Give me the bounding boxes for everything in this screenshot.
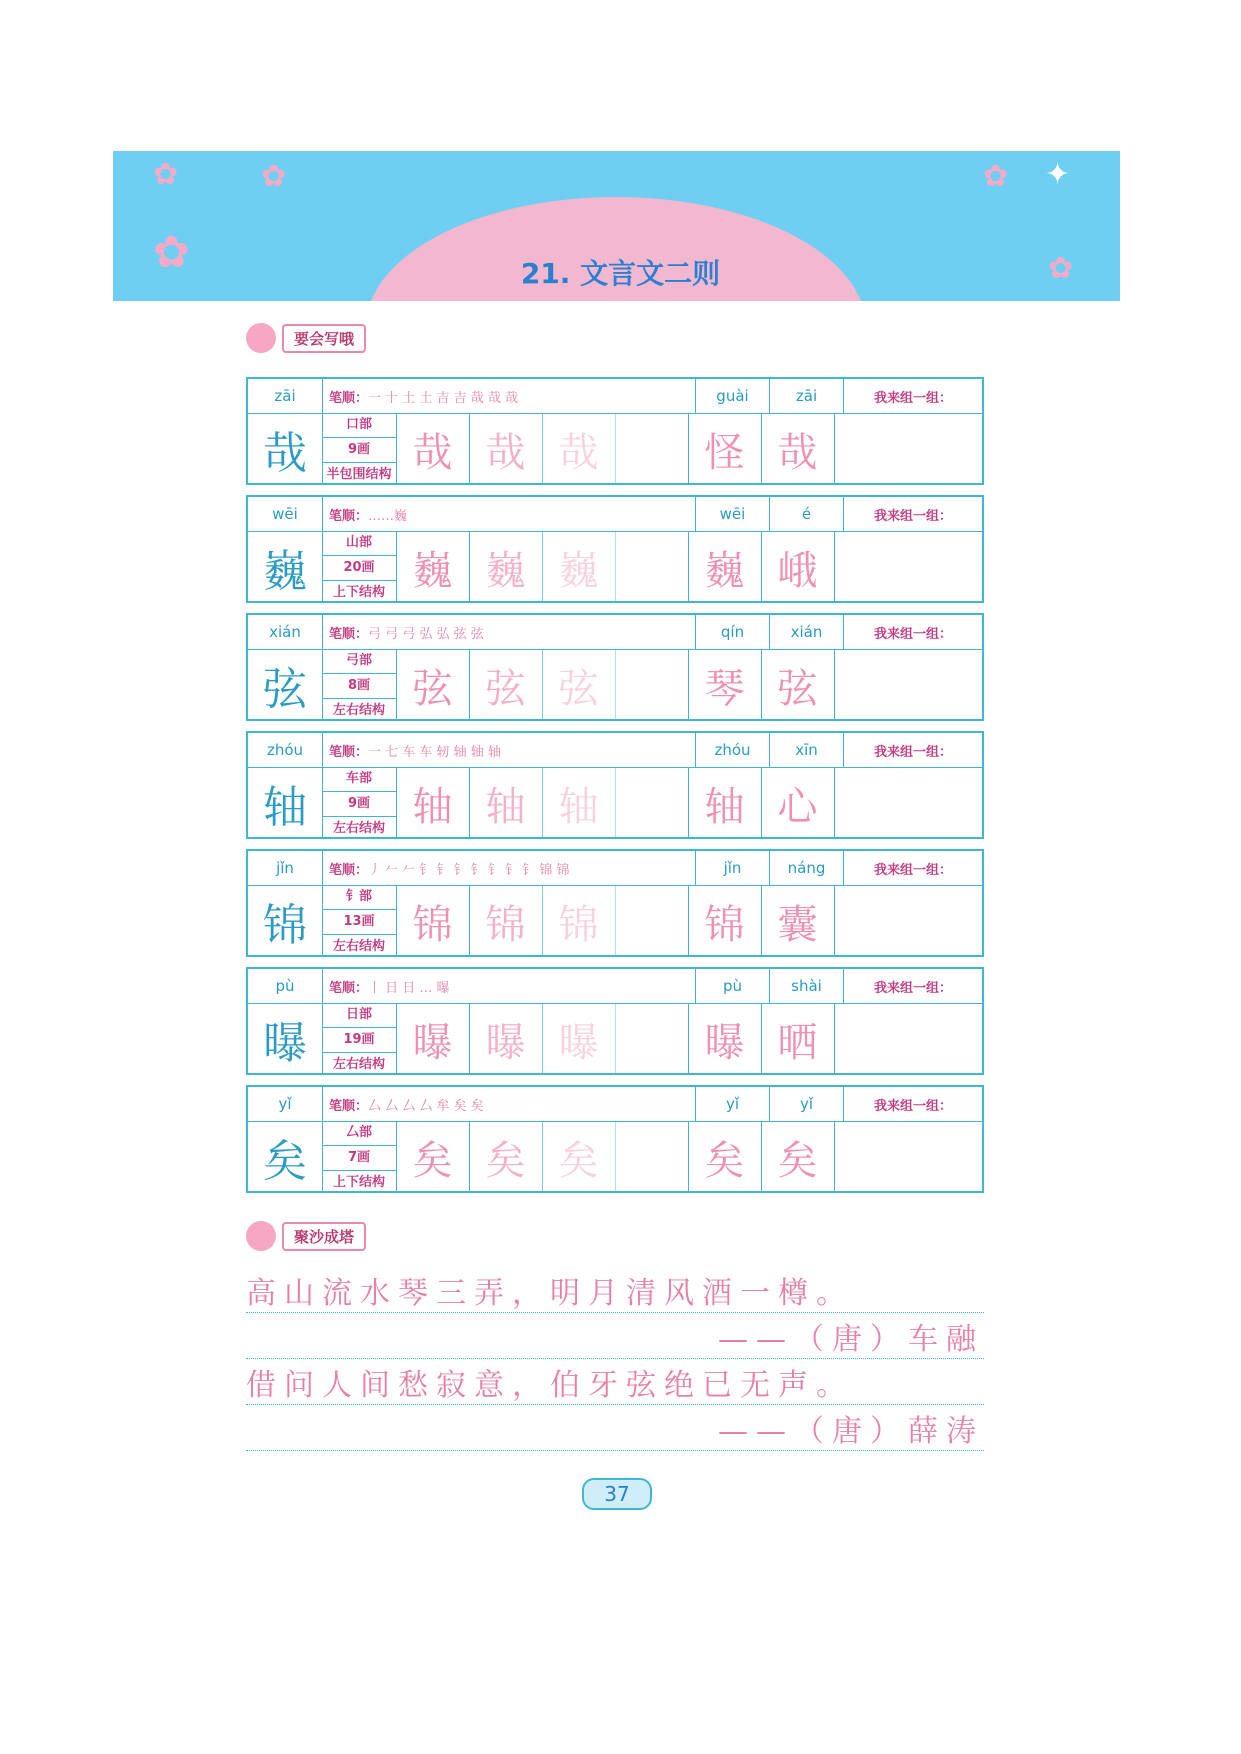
stroke-label: 笔顺： xyxy=(329,508,369,524)
pinyin: zāi xyxy=(248,379,323,413)
pinyin: pù xyxy=(248,969,323,1003)
group-label: 我来组一组： xyxy=(873,1098,952,1114)
stroke-label: 笔顺： xyxy=(329,1098,369,1114)
word-char: 怪 xyxy=(688,413,762,485)
section-header-poem: 聚沙成塔 xyxy=(246,1223,366,1249)
char-row xyxy=(246,731,984,839)
word-pinyin: guài xyxy=(696,379,770,413)
blank-cell xyxy=(615,767,689,839)
stroke-label: 笔顺： xyxy=(329,626,369,642)
char-row xyxy=(246,849,984,957)
pinyin: xián xyxy=(248,615,323,649)
sparkle-icon: ✦ xyxy=(1045,157,1071,192)
target-char: 哉 xyxy=(248,413,323,485)
target-char: 曝 xyxy=(248,1003,323,1075)
flower-icon: ✿ xyxy=(261,159,287,194)
word-char: 琴 xyxy=(688,649,762,721)
char-row xyxy=(246,377,984,485)
word-char: 哉 xyxy=(761,413,835,485)
word-pinyin: xīn xyxy=(770,733,844,767)
word-char: 矣 xyxy=(688,1121,762,1193)
stroke-order: 一 七 车 车 轫 轴 轴 轴 xyxy=(368,744,501,760)
stroke-order: 弓 弓 弓 弘 弘 弦 弦 xyxy=(368,626,484,642)
trace-char: 弦 xyxy=(542,649,616,721)
word-pinyin: yǐ xyxy=(696,1087,770,1121)
word-char: 轴 xyxy=(688,767,762,839)
word-char: 巍 xyxy=(688,531,762,603)
trace-char: 曝 xyxy=(469,1003,543,1075)
trace-char: 锦 xyxy=(542,885,616,957)
word-char: 峨 xyxy=(761,531,835,603)
word-pinyin: qín xyxy=(696,615,770,649)
char-info: 钅部 13画 左右结构 xyxy=(322,885,397,957)
trace-char: 矣 xyxy=(396,1121,470,1193)
stroke-order: ……巍 xyxy=(368,508,408,524)
trace-char: 锦 xyxy=(396,885,470,957)
char-row xyxy=(246,495,984,603)
trace-char: 哉 xyxy=(396,413,470,485)
group-label: 我来组一组： xyxy=(873,508,952,524)
word-pinyin: pù xyxy=(696,969,770,1003)
page-number: 37 xyxy=(582,1478,652,1510)
poem-attribution: ——（唐）车融 xyxy=(246,1314,984,1359)
trace-char: 曝 xyxy=(542,1003,616,1075)
flower-icon: ✿ xyxy=(153,227,190,278)
flower-icon: ✿ xyxy=(1048,251,1074,286)
blank-cell xyxy=(615,1121,689,1193)
blank-cell xyxy=(615,413,689,485)
trace-char: 轴 xyxy=(469,767,543,839)
stroke-order: 丨 日 日 … 曝 xyxy=(368,980,450,996)
stroke-label: 笔顺： xyxy=(329,390,369,406)
flower-icon: ✿ xyxy=(983,159,1009,194)
char-row xyxy=(246,1085,984,1193)
word-pinyin: zhóu xyxy=(696,733,770,767)
stroke-order: 厶 厶 厶 厶 牟 矣 矣 xyxy=(368,1098,484,1114)
char-info: 车部 9画 左右结构 xyxy=(322,767,397,839)
trace-char: 巍 xyxy=(469,531,543,603)
target-char: 锦 xyxy=(248,885,323,957)
trace-char: 曝 xyxy=(396,1003,470,1075)
pinyin: zhóu xyxy=(248,733,323,767)
trace-char: 矣 xyxy=(469,1121,543,1193)
word-char: 囊 xyxy=(761,885,835,957)
target-char: 巍 xyxy=(248,531,323,603)
word-pinyin: yǐ xyxy=(770,1087,844,1121)
word-pinyin: shài xyxy=(770,969,844,1003)
blank-cell xyxy=(615,1003,689,1075)
trace-char: 哉 xyxy=(542,413,616,485)
target-char: 弦 xyxy=(248,649,323,721)
word-char: 曝 xyxy=(688,1003,762,1075)
poem-line: 高山流水琴三弄，明月清风酒一樽。 xyxy=(246,1268,984,1313)
stroke-order: 丿 𠂉 𠂉 钅 钅 钅 钅 钅 钅 钅 锦 锦 xyxy=(368,862,570,878)
stroke-label: 笔顺： xyxy=(329,744,369,760)
word-char: 晒 xyxy=(761,1003,835,1075)
char-row xyxy=(246,967,984,1075)
stroke-label: 笔顺： xyxy=(329,980,369,996)
target-char: 矣 xyxy=(248,1121,323,1193)
trace-char: 弦 xyxy=(469,649,543,721)
trace-char: 轴 xyxy=(542,767,616,839)
word-pinyin: zāi xyxy=(770,379,844,413)
word-pinyin: xián xyxy=(770,615,844,649)
word-char: 弦 xyxy=(761,649,835,721)
poem-attribution: ——（唐）薛涛 xyxy=(246,1406,984,1451)
word-char: 矣 xyxy=(761,1121,835,1193)
stroke-label: 笔顺： xyxy=(329,862,369,878)
group-label: 我来组一组： xyxy=(873,390,952,406)
group-label: 我来组一组： xyxy=(873,626,952,642)
trace-char: 轴 xyxy=(396,767,470,839)
char-info: 山部 20画 上下结构 xyxy=(322,531,397,603)
flower-icon: ✿ xyxy=(153,157,179,192)
blank-cell xyxy=(615,649,689,721)
trace-char: 矣 xyxy=(542,1121,616,1193)
word-char: 心 xyxy=(761,767,835,839)
word-pinyin: jǐn xyxy=(696,851,770,885)
char-info: 日部 19画 左右结构 xyxy=(322,1003,397,1075)
group-label: 我来组一组： xyxy=(873,980,952,996)
pinyin: yǐ xyxy=(248,1087,323,1121)
char-row xyxy=(246,613,984,721)
blank-cell xyxy=(615,885,689,957)
word-pinyin: é xyxy=(770,497,844,531)
group-label: 我来组一组： xyxy=(873,862,952,878)
blank-cell xyxy=(615,531,689,603)
trace-char: 哉 xyxy=(469,413,543,485)
pinyin: wēi xyxy=(248,497,323,531)
stroke-order: 一 十 土 土 吉 吉 哉 哉 哉 xyxy=(368,390,519,406)
pinyin: jǐn xyxy=(248,851,323,885)
trace-char: 巍 xyxy=(542,531,616,603)
char-info: 口部 9画 半包围结构 xyxy=(322,413,397,485)
target-char: 轴 xyxy=(248,767,323,839)
word-char: 锦 xyxy=(688,885,762,957)
poem-line: 借问人间愁寂意，伯牙弦绝已无声。 xyxy=(246,1360,984,1405)
section-header-write: 要会写哦 xyxy=(246,325,366,351)
group-label: 我来组一组： xyxy=(873,744,952,760)
trace-char: 巍 xyxy=(396,531,470,603)
girl-icon xyxy=(246,323,276,353)
girl-icon xyxy=(246,1221,276,1251)
trace-char: 弦 xyxy=(396,649,470,721)
page-title: 21. 文言文二则 xyxy=(520,257,721,290)
char-info: 弓部 8画 左右结构 xyxy=(322,649,397,721)
word-pinyin: náng xyxy=(770,851,844,885)
char-info: 厶部 7画 上下结构 xyxy=(322,1121,397,1193)
trace-char: 锦 xyxy=(469,885,543,957)
word-pinyin: wēi xyxy=(696,497,770,531)
